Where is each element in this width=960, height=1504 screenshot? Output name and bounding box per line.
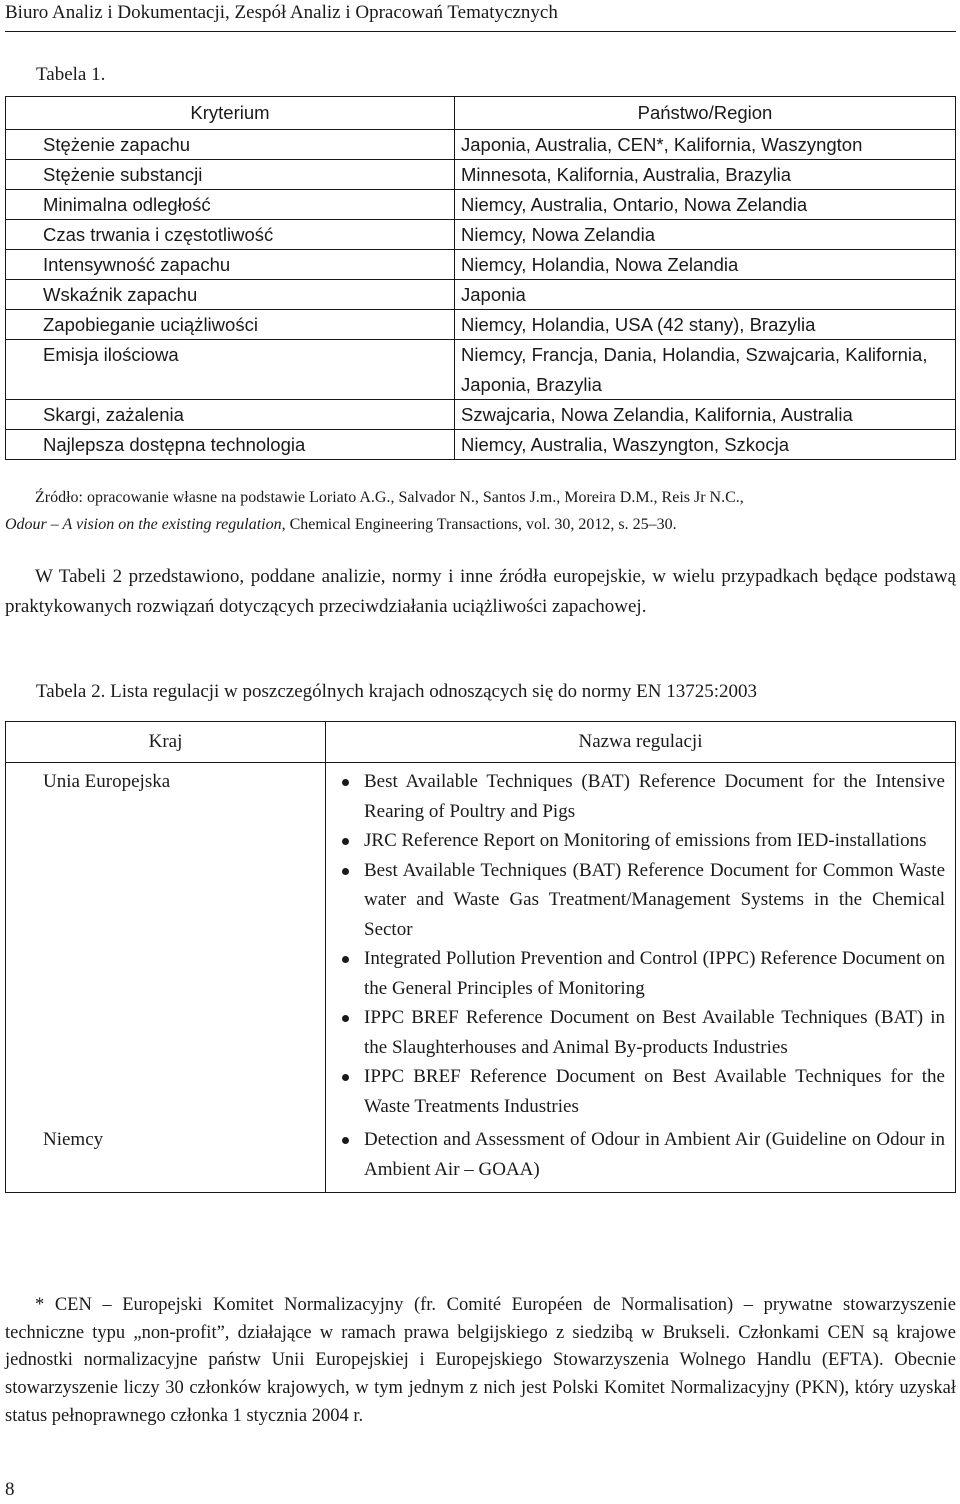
region-cell: Szwajcaria, Nowa Zelandia, Kalifornia, Australia xyxy=(455,400,956,430)
criterion-cell: Intensywność zapachu xyxy=(6,250,455,280)
source-line: Źródło: opracowanie własne na podstawie Loriato A.G., Salvador N., Santos J.m., Moreira D.M., Reis Jr N.C., xyxy=(35,489,744,506)
list-item xyxy=(338,856,945,945)
table2-caption: Tabela 2. Lista regulacji w poszczególnych krajach odnoszących się do normy EN 13725:2003 xyxy=(36,681,757,702)
criterion-cell: Emisja ilościowa xyxy=(6,340,455,400)
list-item xyxy=(338,1062,945,1121)
table1-header-region: Państwo/Region xyxy=(455,97,956,130)
footnote xyxy=(5,1292,956,1431)
list-item xyxy=(338,1125,945,1184)
body-paragraph xyxy=(5,562,956,621)
regulation-name: Best Available Techniques (BAT) Reference Document for Common Waste water and Waste Gas Treatment/Management Systems in the Chemical Sector xyxy=(364,859,945,940)
regulations-cell xyxy=(326,1121,956,1193)
region-cell: Niemcy, Australia, Ontario, Nowa Zelandia xyxy=(455,190,956,220)
bullet-icon xyxy=(342,1015,349,1022)
table-row xyxy=(6,1121,956,1193)
regulation-name: IPPC BREF Reference Document on Best Available Techniques (BAT) in the Slaughterhouses and Animal By-products Industries xyxy=(364,1007,945,1058)
regulation-list xyxy=(338,767,945,1121)
table-row xyxy=(6,400,956,430)
paragraph-text: W Tabeli 2 przedstawiono, poddane analizie, normy i inne źródła europejskie, w wielu przypadkach będące podstawą praktykowanych rozwiązań dotyczących przeciwdziałania uciążliwości zapachowej. xyxy=(5,566,956,617)
page-number: 8 xyxy=(5,1479,15,1500)
table-row xyxy=(6,250,956,280)
table-row xyxy=(6,220,956,250)
bullet-icon xyxy=(342,1137,349,1144)
regulations-cell xyxy=(326,763,956,1122)
regulation-name: Best Available Techniques (BAT) Reference Document for the Intensive Rearing of Poultry and Pigs xyxy=(364,771,945,822)
country-cell: Unia Europejska xyxy=(6,763,326,1122)
region-cell: Japonia, Australia, CEN*, Kalifornia, Waszyngton xyxy=(455,130,956,160)
country-cell: Niemcy xyxy=(6,1121,326,1193)
list-item xyxy=(338,944,945,1003)
region-cell: Niemcy, Nowa Zelandia xyxy=(455,220,956,250)
footnote-text: * CEN – Europejski Komitet Normalizacyjny (fr. Comité Européen de Normalisation) – prywatne stowarzyszenie techniczne typu „non-profit”, działające w ramach prawa belgijskiego z siedzibą w Brukseli. Członkami CEN są krajowe jednostki normalizacyjne państw Unii Europejskiej i Europejskiego Stowarzyszenia Wolnego Handlu (EFTA). Obecnie stowarzyszenie liczy 30 członków krajowych, w tym jednym z nich jest Polski Komitet Normalizacyjny (PKN), który uzyskał status pełnoprawnego członka 1 stycznia 2004 r. xyxy=(5,1295,956,1426)
table-row xyxy=(6,280,956,310)
table-row xyxy=(6,160,956,190)
table1-caption: Tabela 1. xyxy=(36,64,106,85)
region-cell: Niemcy, Holandia, Nowa Zelandia xyxy=(455,250,956,280)
list-item xyxy=(338,826,945,856)
criterion-cell: Zapobieganie uciążliwości xyxy=(6,310,455,340)
regulation-name: JRC Reference Report on Monitoring of emissions from IED-installations xyxy=(364,830,927,851)
criterion-cell: Najlepsza dostępna technologia xyxy=(6,430,455,460)
regulation-list xyxy=(338,1125,945,1184)
table1-source xyxy=(5,484,956,538)
bullet-icon xyxy=(342,838,349,845)
region-cell: Niemcy, Francja, Dania, Holandia, Szwajcaria, Kalifornia, Japonia, Brazylia xyxy=(455,340,956,400)
bullet-icon xyxy=(342,956,349,963)
bullet-icon xyxy=(342,868,349,875)
list-item xyxy=(338,1003,945,1062)
region-cell: Japonia xyxy=(455,280,956,310)
source-rest: Chemical Engineering Transactions, vol. 30, 2012, s. 25–30. xyxy=(285,516,677,533)
criterion-cell: Skargi, zażalenia xyxy=(6,400,455,430)
table-row xyxy=(6,430,956,460)
criterion-cell: Minimalna odległość xyxy=(6,190,455,220)
table2-header-regulation: Nazwa regulacji xyxy=(326,722,956,763)
source-italic-title: Odour – A vision on the existing regulation, xyxy=(5,516,286,533)
header-rule xyxy=(5,31,956,32)
table-row xyxy=(6,130,956,160)
regulation-name: Detection and Assessment of Odour in Ambient Air (Guideline on Odour in Ambient Air – GOAA) xyxy=(364,1129,945,1180)
bullet-icon xyxy=(342,779,349,786)
criteria-table xyxy=(5,96,956,460)
table1-header-criterion: Kryterium xyxy=(6,97,455,130)
table-row xyxy=(6,340,956,400)
criterion-cell: Wskaźnik zapachu xyxy=(6,280,455,310)
regulation-name: IPPC BREF Reference Document on Best Available Techniques for the Waste Treatments Industries xyxy=(364,1066,945,1117)
bullet-icon xyxy=(342,1074,349,1081)
table-row xyxy=(6,310,956,340)
region-cell: Minnesota, Kalifornia, Australia, Brazylia xyxy=(455,160,956,190)
running-header: Biuro Analiz i Dokumentacji, Zespół Analiz i Opracowań Tematycznych xyxy=(5,2,558,23)
table2-header-country: Kraj xyxy=(6,722,326,763)
criterion-cell: Czas trwania i częstotliwość xyxy=(6,220,455,250)
regulations-table xyxy=(5,721,956,1193)
criterion-cell: Stężenie substancji xyxy=(6,160,455,190)
list-item xyxy=(338,767,945,826)
regulation-name: Integrated Pollution Prevention and Control (IPPC) Reference Document on the General Principles of Monitoring xyxy=(364,948,945,999)
region-cell: Niemcy, Australia, Waszyngton, Szkocja xyxy=(455,430,956,460)
table-row xyxy=(6,763,956,1122)
table-row xyxy=(6,190,956,220)
region-cell: Niemcy, Holandia, USA (42 stany), Brazylia xyxy=(455,310,956,340)
criterion-cell: Stężenie zapachu xyxy=(6,130,455,160)
